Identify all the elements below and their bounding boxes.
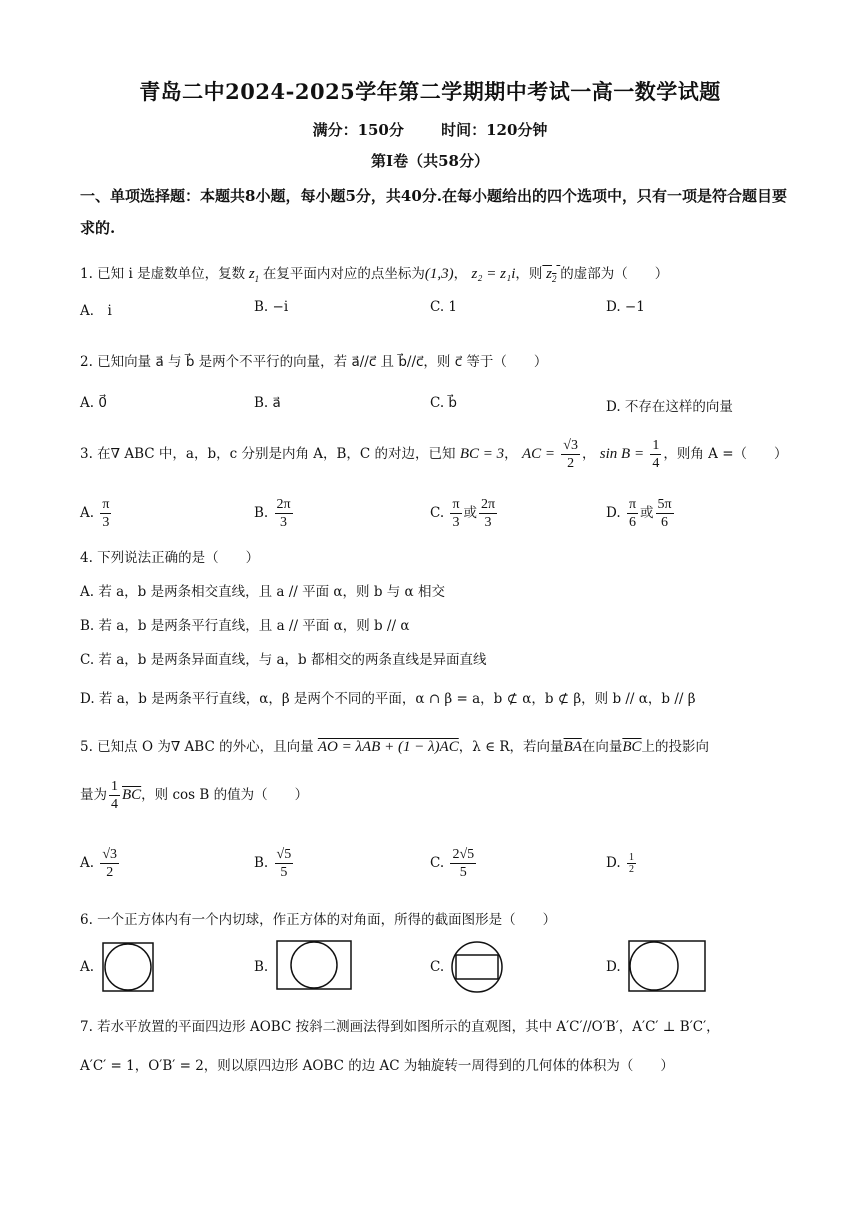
question-3-option-a: A. $\frac{\pi}{3}$ (80, 497, 110, 530)
question-1-stem: 1. 已知 i 是虚数单位，复数 $z_1$ 在复平面内对应的点坐标为(1,3)， z₂ = z₁i，则 $z_2$ 的虚部为（ ） (80, 266, 669, 284)
question-4-option-d: D. 若 a，b 是两条平行直线，α，β 是两个不同的平面，α ∩ β = a，b ⊄ α，b ⊄ β，则 b // α，b // β (80, 691, 696, 707)
exam-info (0, 119, 860, 140)
question-7-stem-line2: A′C′ = 1，O′B′ = 2，则以原四边形 AOBC 的边 AC 为轴旋转一周得到的几何体的体积为（ ） (80, 1058, 674, 1074)
question-4-stem: 4. 下列说法正确的是（ ） (80, 550, 260, 566)
question-2-option-a: A. 0⃗ (80, 395, 107, 411)
question-2-option-d: D. 不存在这样的向量 (606, 399, 733, 415)
question-4-option-c: C. 若 a，b 是两条异面直线，与 a，b 都相交的两条直线是异面直线 (80, 652, 487, 668)
option-d-figure (628, 940, 706, 994)
full-score: 满分：150分 (312, 121, 404, 139)
question-3-option-d: D. $\frac{\pi}{6}$ 或 $\frac{5\pi}{6}$ (606, 497, 672, 530)
question-2-option-b: B. a⃗ (254, 395, 281, 411)
question-4-option-b: B. 若 a，b 是两条平行直线，且 a // 平面 α，则 b // α (80, 618, 410, 634)
question-3-option-c: C. $\frac{\pi}{3}$ 或 $\frac{2\pi}{3}$ (430, 497, 496, 530)
question-1-option-d: D. −1 (606, 299, 645, 315)
option-a-figure (102, 942, 154, 994)
question-6-option-a-label: A. (80, 959, 95, 975)
question-5-stem-line2: 量为 $\frac{1}{4}$ $\overline{BC}$，则 cos B 的值为（ ） (80, 779, 309, 812)
question-1-option-a: A． i (80, 303, 112, 319)
option-c-figure (450, 940, 504, 994)
section-heading: 一、单项选择题：本题共8小题，每小题5分，共40分.在每小题给出的四个选项中，只有一项是符合题目要求的. (80, 187, 787, 237)
question-1-option-b: B. −i (254, 299, 289, 315)
question-3-stem: 3. 在∇ ABC 中，a，b，c 分别是内角 A，B，C 的对边，已知 BC = 3， AC = $\frac{√3}{2}$ ， sin B = $\frac{1}{4}$ ，则角 A =（ ） (80, 438, 788, 471)
question-1-option-c: C. 1 (430, 299, 458, 315)
page-title: 青岛二中2024-2025学年第二学期期中考试一高一数学试题 (139, 79, 721, 104)
question-5-option-d: D. $\frac{1}{2}$ (606, 852, 634, 875)
option-b-figure (276, 940, 352, 992)
exam-time: 时间：120分钟 (441, 121, 548, 139)
question-6-option-d-label: D. (606, 959, 621, 975)
question-5-option-a: A. $\frac{√3}{2}$ (80, 847, 118, 880)
question-5-option-b: B. $\frac{√5}{5}$ (254, 847, 292, 880)
question-7-stem: 7. 若水平放置的平面四边形 AOBC 按斜二测画法得到如图所示的直观图，其中 A′C′//O′B′，A′C′ ⊥ B′C′， (80, 1019, 720, 1035)
question-2-stem: 2. 已知向量 a⃗ 与 b⃗ 是两个不平行的向量，若 a⃗//c⃗ 且 b⃗//c⃗，则 c⃗ 等于（ ） (80, 354, 548, 370)
question-4-option-a: A. 若 a，b 是两条相交直线，且 a // 平面 α，则 b 与 α 相交 (80, 584, 445, 600)
question-2-option-c: C. b⃗ (430, 395, 457, 411)
question-5-stem: 5. 已知点 O 为∇ ABC 的外心，且向量 AO = λAB + (1 − λ)AC，λ ∈ R，若向量$\overline{BA}$在向量$\overline{BC}$上的投影向 (80, 739, 710, 755)
question-6-stem: 6. 一个正方体内有一个内切球，作正方体的对角面，所得的截面图形是（ ） (80, 912, 557, 928)
question-6-option-c-label: C. (430, 959, 445, 975)
question-6-option-b-label: B. (254, 959, 269, 975)
question-3-option-b: B. $\frac{2\pi}{3}$ (254, 497, 291, 530)
volume-heading: 第I卷（共58分） (371, 152, 489, 170)
question-5-option-c: C. $\frac{2√5}{5}$ (430, 847, 475, 880)
